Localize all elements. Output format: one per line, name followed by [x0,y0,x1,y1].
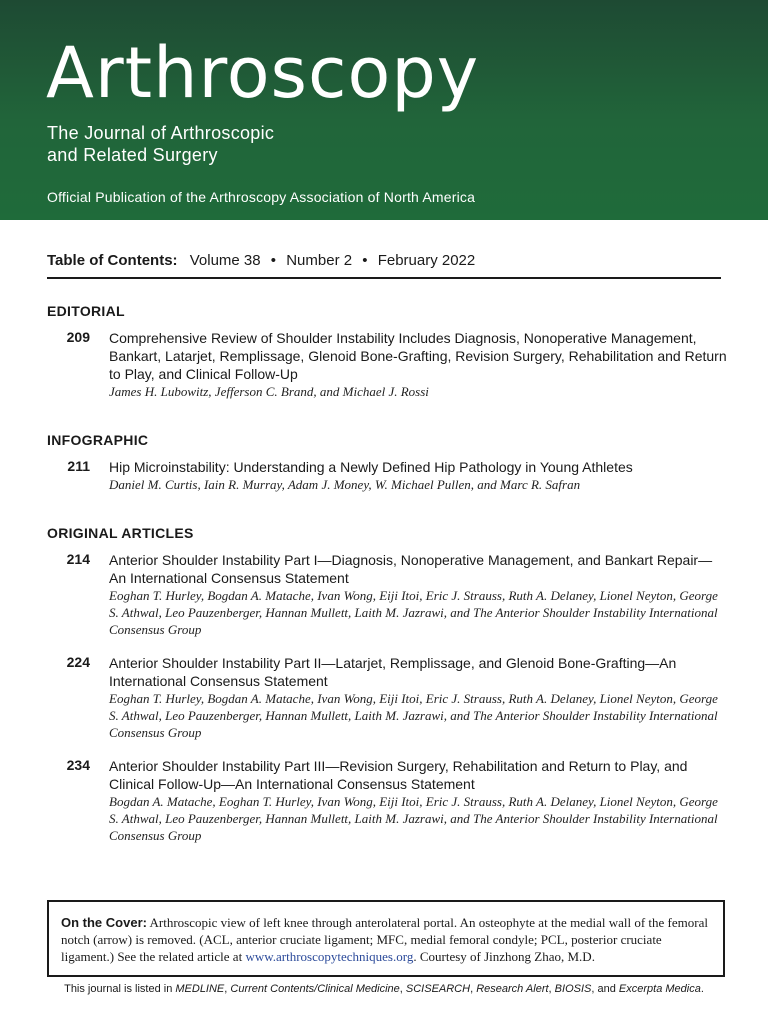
section-infographic [47,432,727,509]
cover-link[interactable]: www.arthroscopytechniques.org [245,949,414,964]
article-title[interactable]: Comprehensive Review of Shoulder Instability Includes Diagnosis, Nonoperative Management, Bankart, Latarjet, Remplissage, Glenoid Bone-Grafting, Revision Surgery, Rehabilitation and Return to Play, and Clinical Follow-Up [109,330,727,382]
cover-credit: . Courtesy of Jinzhong Zhao, M.D. [413,949,595,964]
section-editorial [47,303,727,416]
article-authors: Daniel M. Curtis, Iain R. Murray, Adam J. Money, W. Michael Pullen, and Marc R. Safran [109,477,581,492]
section-title: INFOGRAPHIC [47,432,149,448]
section-original-articles [47,525,727,860]
toc-number: Number 2 [286,252,353,269]
subtitle-line-1: The Journal of Arthroscopic [47,123,275,143]
toc-entry[interactable] [47,654,727,741]
article-authors: Eoghan T. Hurley, Bogdan A. Matache, Ivan Wong, Eiji Itoi, Eric J. Strauss, Ruth A. Delaney, Lionel Neyton, George S. Athwal, Leo Pauzenberger, Hannan Mullett, Laith M. Jazrawi, and The Anterior Shoulder Instability International Consensus Group [109,588,718,637]
subtitle-line-2: and Related Surgery [47,145,218,165]
article-authors: Eoghan T. Hurley, Bogdan A. Matache, Ivan Wong, Eiji Itoi, Eric J. Strauss, Ruth A. Delaney, Lionel Neyton, George S. Athwal, Leo Pauzenberger, Hannan Mullett, Laith M. Jazrawi, and The Anterior Shoulder Instability International Consensus Group [109,691,718,740]
index-excerpta-medica: Excerpta Medica [618,983,701,995]
cover-note [47,900,725,977]
article-authors: Bogdan A. Matache, Eoghan T. Hurley, Ivan Wong, Eiji Itoi, Eric J. Strauss, Ruth A. Delaney, Lionel Neyton, George S. Athwal, Leo Pauzenberger, Hannan Mullett, Laith M. Jazrawi, and The Anterior Shoulder Instability International Consensus Group [109,794,718,843]
page-number: 224 [66,654,90,670]
journal-header [0,0,768,220]
toc-entry[interactable] [47,551,727,638]
toc-label: Table of Contents: [47,252,178,269]
cover-text: Arthroscopic view of left knee through anterolateral portal. An osteophyte at the medial wall of the femoral notch (arrow) is removed. (ACL, anterior cruciate ligament; MFC, medial femoral condyle; PCL, posterior cruciate ligament.) See the related article at [61,915,708,964]
cover-label: On the Cover: [61,915,147,930]
toc-date: February 2022 [377,252,476,269]
page-number: 214 [66,551,90,567]
article-title[interactable]: Anterior Shoulder Instability Part II—Latarjet, Remplissage, and Glenoid Bone-Grafting—An International Consensus Statement [109,655,677,689]
article-authors: James H. Lubowitz, Jefferson C. Brand, and Michael J. Rossi [109,384,429,399]
page-number: 209 [66,329,90,345]
index-scisearch: SCISEARCH [405,983,471,995]
article-title[interactable]: Anterior Shoulder Instability Part I—Diagnosis, Nonoperative Management, and Bankart Repair—An International Consensus Statement [109,552,713,586]
article-title[interactable]: Anterior Shoulder Instability Part III—Revision Surgery, Rehabilitation and Return to Play, and Clinical Follow-Up—An International Consensus Statement [109,758,688,792]
journal-title: Arthroscopy [46,32,480,114]
official-publication: Official Publication of the Arthroscopy Association of North America [47,189,476,205]
journal-subtitle [47,122,447,166]
index-biosis: BIOSIS [554,983,592,995]
section-title: ORIGINAL ARTICLES [47,525,194,541]
separator: • [270,252,277,269]
toc-entry[interactable] [47,757,727,844]
separator: • [362,252,368,269]
section-title: EDITORIAL [47,303,125,319]
listing-prefix: This journal is listed in [64,983,173,995]
index-current-contents: Current Contents/Clinical Medicine [230,983,400,995]
toc-heading [47,252,721,279]
toc-entry[interactable] [47,458,727,493]
index-research-alert: Research Alert [476,983,549,995]
indexing-note: This journal is listed in MEDLINE, Current Contents/Clinical Medicine, SCISEARCH, Research Alert, BIOSIS, and Excerpta Medica. [64,983,704,995]
toc-entry[interactable] [47,329,727,400]
listing-and: and [597,983,616,995]
article-title[interactable]: Hip Microinstability: Understanding a Newly Defined Hip Pathology in Young Athletes [109,459,633,475]
index-medline: MEDLINE [175,983,225,995]
toc-volume: Volume 38 [189,252,261,269]
page-number: 211 [67,458,90,474]
page-number: 234 [66,757,90,773]
